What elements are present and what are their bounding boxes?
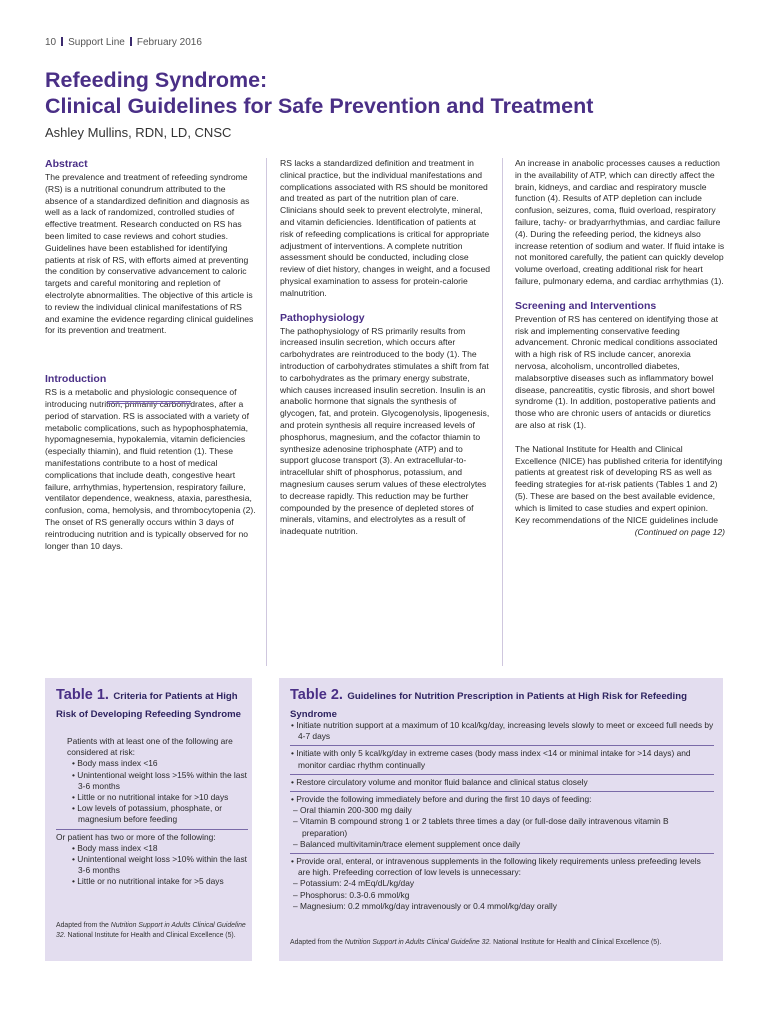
list-item: • Low levels of potassium, phosphate, or magnesium before feeding — [72, 803, 223, 825]
table-2-caption: Guidelines for Nutrition Prescription in Patients at High Risk for Refeeding Syndrome — [290, 691, 687, 720]
table-rule — [290, 774, 714, 775]
table-rule — [290, 853, 714, 854]
separator-bar — [61, 37, 63, 46]
author-byline: Ashley Mullins, RDN, LD, CNSC — [45, 125, 232, 140]
list-item: • Unintentional weight loss >10% within the last 3-6 months — [72, 854, 247, 876]
title-line-1: Refeeding Syndrome: — [45, 68, 268, 92]
table-1-header — [56, 686, 246, 722]
table-2-body — [290, 720, 714, 912]
abstract-heading: Abstract — [45, 158, 88, 170]
table-2-number: Table 2. — [290, 687, 343, 703]
running-head — [45, 37, 202, 48]
screening-text-1: Prevention of RS has centered on identifying those at risk and implementing conservative feeding advancement. Chronic medical conditions associated with a high risk of RS include cancer, anorexia nervosa, alcoholism, uncontrolled diabetes, malabsorptive diseases such as inflammatory bowel disease, pancreatitis, cystic fibrosis, and short bowel syndrome (1). In addition, postoperative patients and those who are chronic users of antacids or diuretics are also at risk (1). — [515, 313, 719, 430]
table-1 — [45, 678, 252, 961]
table-1-caption: Criteria for Patients at High Risk of Developing Refeeding Syndrome — [56, 691, 241, 720]
column-rule — [502, 158, 503, 666]
publication-name: Support Line — [68, 37, 125, 48]
column-rule — [266, 158, 267, 666]
separator-bar — [130, 37, 132, 46]
list-item: – Vitamin B compound strong 1 or 2 tablets three times a day (or full-dose daily intravenous vitamin B preparation) — [293, 816, 669, 838]
table-1-intro: Patients with at least one of the following are considered at risk: — [67, 736, 233, 758]
title-line-2: Clinical Guidelines for Safe Prevention and Treatment — [45, 94, 594, 118]
table-row: • Initiate nutrition support at a maximum of 10 kcal/kg/day, increasing levels slowly to meet or exceed full needs by 4-7 days — [291, 720, 714, 742]
table-1-source: Adapted from the Nutrition Support in Adults Clinical Guideline 32. National Institute for Health and Clinical Excellence (5). — [56, 922, 246, 939]
introduction-heading: Introduction — [45, 373, 107, 386]
table-row: • Initiate with only 5 kcal/kg/day in extreme cases (body mass index <14 or minimal intake for >14 days) and monitor cardiac rhythm continually — [291, 748, 691, 770]
list-item: • Unintentional weight loss >15% within the last 3-6 months — [72, 769, 247, 791]
table-row: • Provide the following immediately before and during the first 10 days of feeding: — [291, 794, 592, 805]
issue-date: February 2016 — [136, 37, 202, 48]
continued-note: (Continued on page 12) — [634, 527, 725, 538]
list-item: – Oral thiamin 200-300 mg daily — [293, 805, 412, 816]
screening-heading: Screening and Interventions — [515, 299, 657, 312]
list-item: – Potassium: 2-4 mEq/dL/kg/day — [293, 878, 415, 889]
pathophysiology-heading: Pathophysiology — [280, 311, 365, 324]
abstract-text: The prevalence and treatment of refeeding syndrome (RS) is a nutritional conundrum attributed to the absence of a standardized definition and diagnosis as well as a lack of randomized, controlled studies of effective treatment. Research conducted on RS has been limited to case reviews and cohort studies. Guidelines have been established for identifying patients at risk of RS, with efforts aimed at preventing the condition by conservative advancement to caloric targets and careful monitoring and repletion of electrolyte abnormalities. The objective of this article is to review the individual clinical manifestations of RS and examine the evidence regarding clinical guidelines for its prevention and treatment. — [45, 172, 254, 336]
list-item: • Body mass index <16 — [72, 758, 158, 769]
column-1 — [45, 158, 256, 552]
table-rule — [290, 791, 714, 792]
screening-text-2: The National Institute for Health and Clinical Excellence (NICE) has published criteria for identifying patients at greatest risk of developing RS as well as feeding strategies for at-risk patients (Tables 1 and 2) (5). These are based on the best available evidence, which is limited to case studies and expert opinion. Key recommendations of the NICE guidelines include — [515, 443, 723, 525]
section-divider — [107, 401, 191, 404]
column-2-text: RS lacks a standardized definition and treatment in clinical practice, but the individual manifestations and complications associated with RS should be monitored and treated as part of the nutrition plan of care. Clinicians should seek to prevent electrolyte, mineral, and vitamin deficiencies. Identification of patients at risk of refeeding complications is critical for appropriate adjustment of interventions. A complete nutrition assessment should be conducted, including close review of diet history, changes in weight, and a focused physical examination to assess for protein-calorie malnutrition. — [280, 158, 491, 298]
column-2 — [280, 158, 491, 538]
introduction-text: RS is a metabolic and physiologic consequence of introducing nutrition, primarily carbohydrates, after a period of starvation. RS is associated with a variety of metabolic complications, such as hypophosphatemia, hypomagnesemia, hypokalemia, vitamin deficiencies (especially thiamin), and fluid retention (1). These manifestations contribute to a host of medical complications that include death, congestive heart failure, arrhythmias, hypertension, respiratory failure, ventilator dependence, weakness, ataxia, paresthesia, confusion, coma, hemolysis, and thrombocytopenia (2). The onset of RS generally occurs within 3 days of reintroducing nutrition and is typically observed for no longer than 10 days. — [45, 387, 256, 551]
table-1-intro-2: Or patient has two or more of the following: — [56, 831, 216, 842]
pathophysiology-text: The pathophysiology of RS primarily results from increased insulin secretion, which occurs after carbohydrates are reintroduced to the body (1). The introduction of carbohydrates stimulates a shift from fat to carbohydrates as the primary energy substrate, which causes increased insulin secretion. Insulin is an anabolic hormone that signals the synthesis of glycogen, fat, and protein. Glycogenolysis, lipogenesis, and protein synthesis all require increased levels of phosphorus, magnesium, and the cofactor thiamin to synthesize adenosine triphosphate (ATP) and to support glucose transport (3). An extracellular-to-intracellular shift of phosphorus, potassium, and magnesium causes serum values of these electrolytes to decrease rapidly. This reduction may be further compounded by the presence of depleted stores of minerals, vitamins, and electrolytes as a result of inadequate nutrition. — [280, 325, 490, 537]
table-2-header — [290, 686, 710, 722]
table-1-number: Table 1. — [56, 687, 109, 703]
table-2 — [279, 678, 723, 961]
table-rule — [56, 829, 248, 830]
list-item: • Little or no nutritional intake for >5 days — [72, 876, 224, 887]
table-row: • Provide oral, enteral, or intravenous supplements in the following likely requirements unless prefeeding levels are high. Prefeeding correction of low levels is unnecessary: — [291, 856, 701, 878]
list-item: – Balanced multivitamin/trace element supplement once daily — [293, 838, 521, 849]
page-number: 10 — [45, 37, 57, 48]
list-item: • Body mass index <18 — [72, 842, 158, 853]
list-item: • Little or no nutritional intake for >10 days — [72, 792, 229, 803]
column-3 — [515, 158, 725, 539]
list-item: – Magnesium: 0.2 mmol/kg/day intravenously or 0.4 mmol/kg/day orally — [293, 900, 557, 911]
table-row: • Restore circulatory volume and monitor fluid balance and clinical status closely — [291, 776, 588, 787]
article-title — [45, 67, 735, 119]
table-rule — [290, 745, 714, 746]
table-1-body — [56, 736, 248, 888]
table-2-source: Adapted from the Nutrition Support in Adults Clinical Guideline 32. National Institute for Health and Clinical Excellence (5). — [290, 939, 662, 946]
list-item: – Phosphorus: 0.3-0.6 mmol/kg — [293, 889, 410, 900]
column-3-text: An increase in anabolic processes causes a reduction in the availability of ATP, which can directly affect the brain, kidneys, and cardiac and respiratory muscle function (4). Results of ATP depletion can include confusion, seizures, coma, fluid overload, respiratory failure, tachy- or bradyarrhythmias, and cardiac failure (4). During the refeeding period, the kidneys also increase retention of sodium and water. If fluid intake is not monitored carefully, the patient can quickly develop volume overload, creating additional risk for heart failure, pulmonary edema, and cardiac arrhythmias (1). — [515, 158, 725, 286]
